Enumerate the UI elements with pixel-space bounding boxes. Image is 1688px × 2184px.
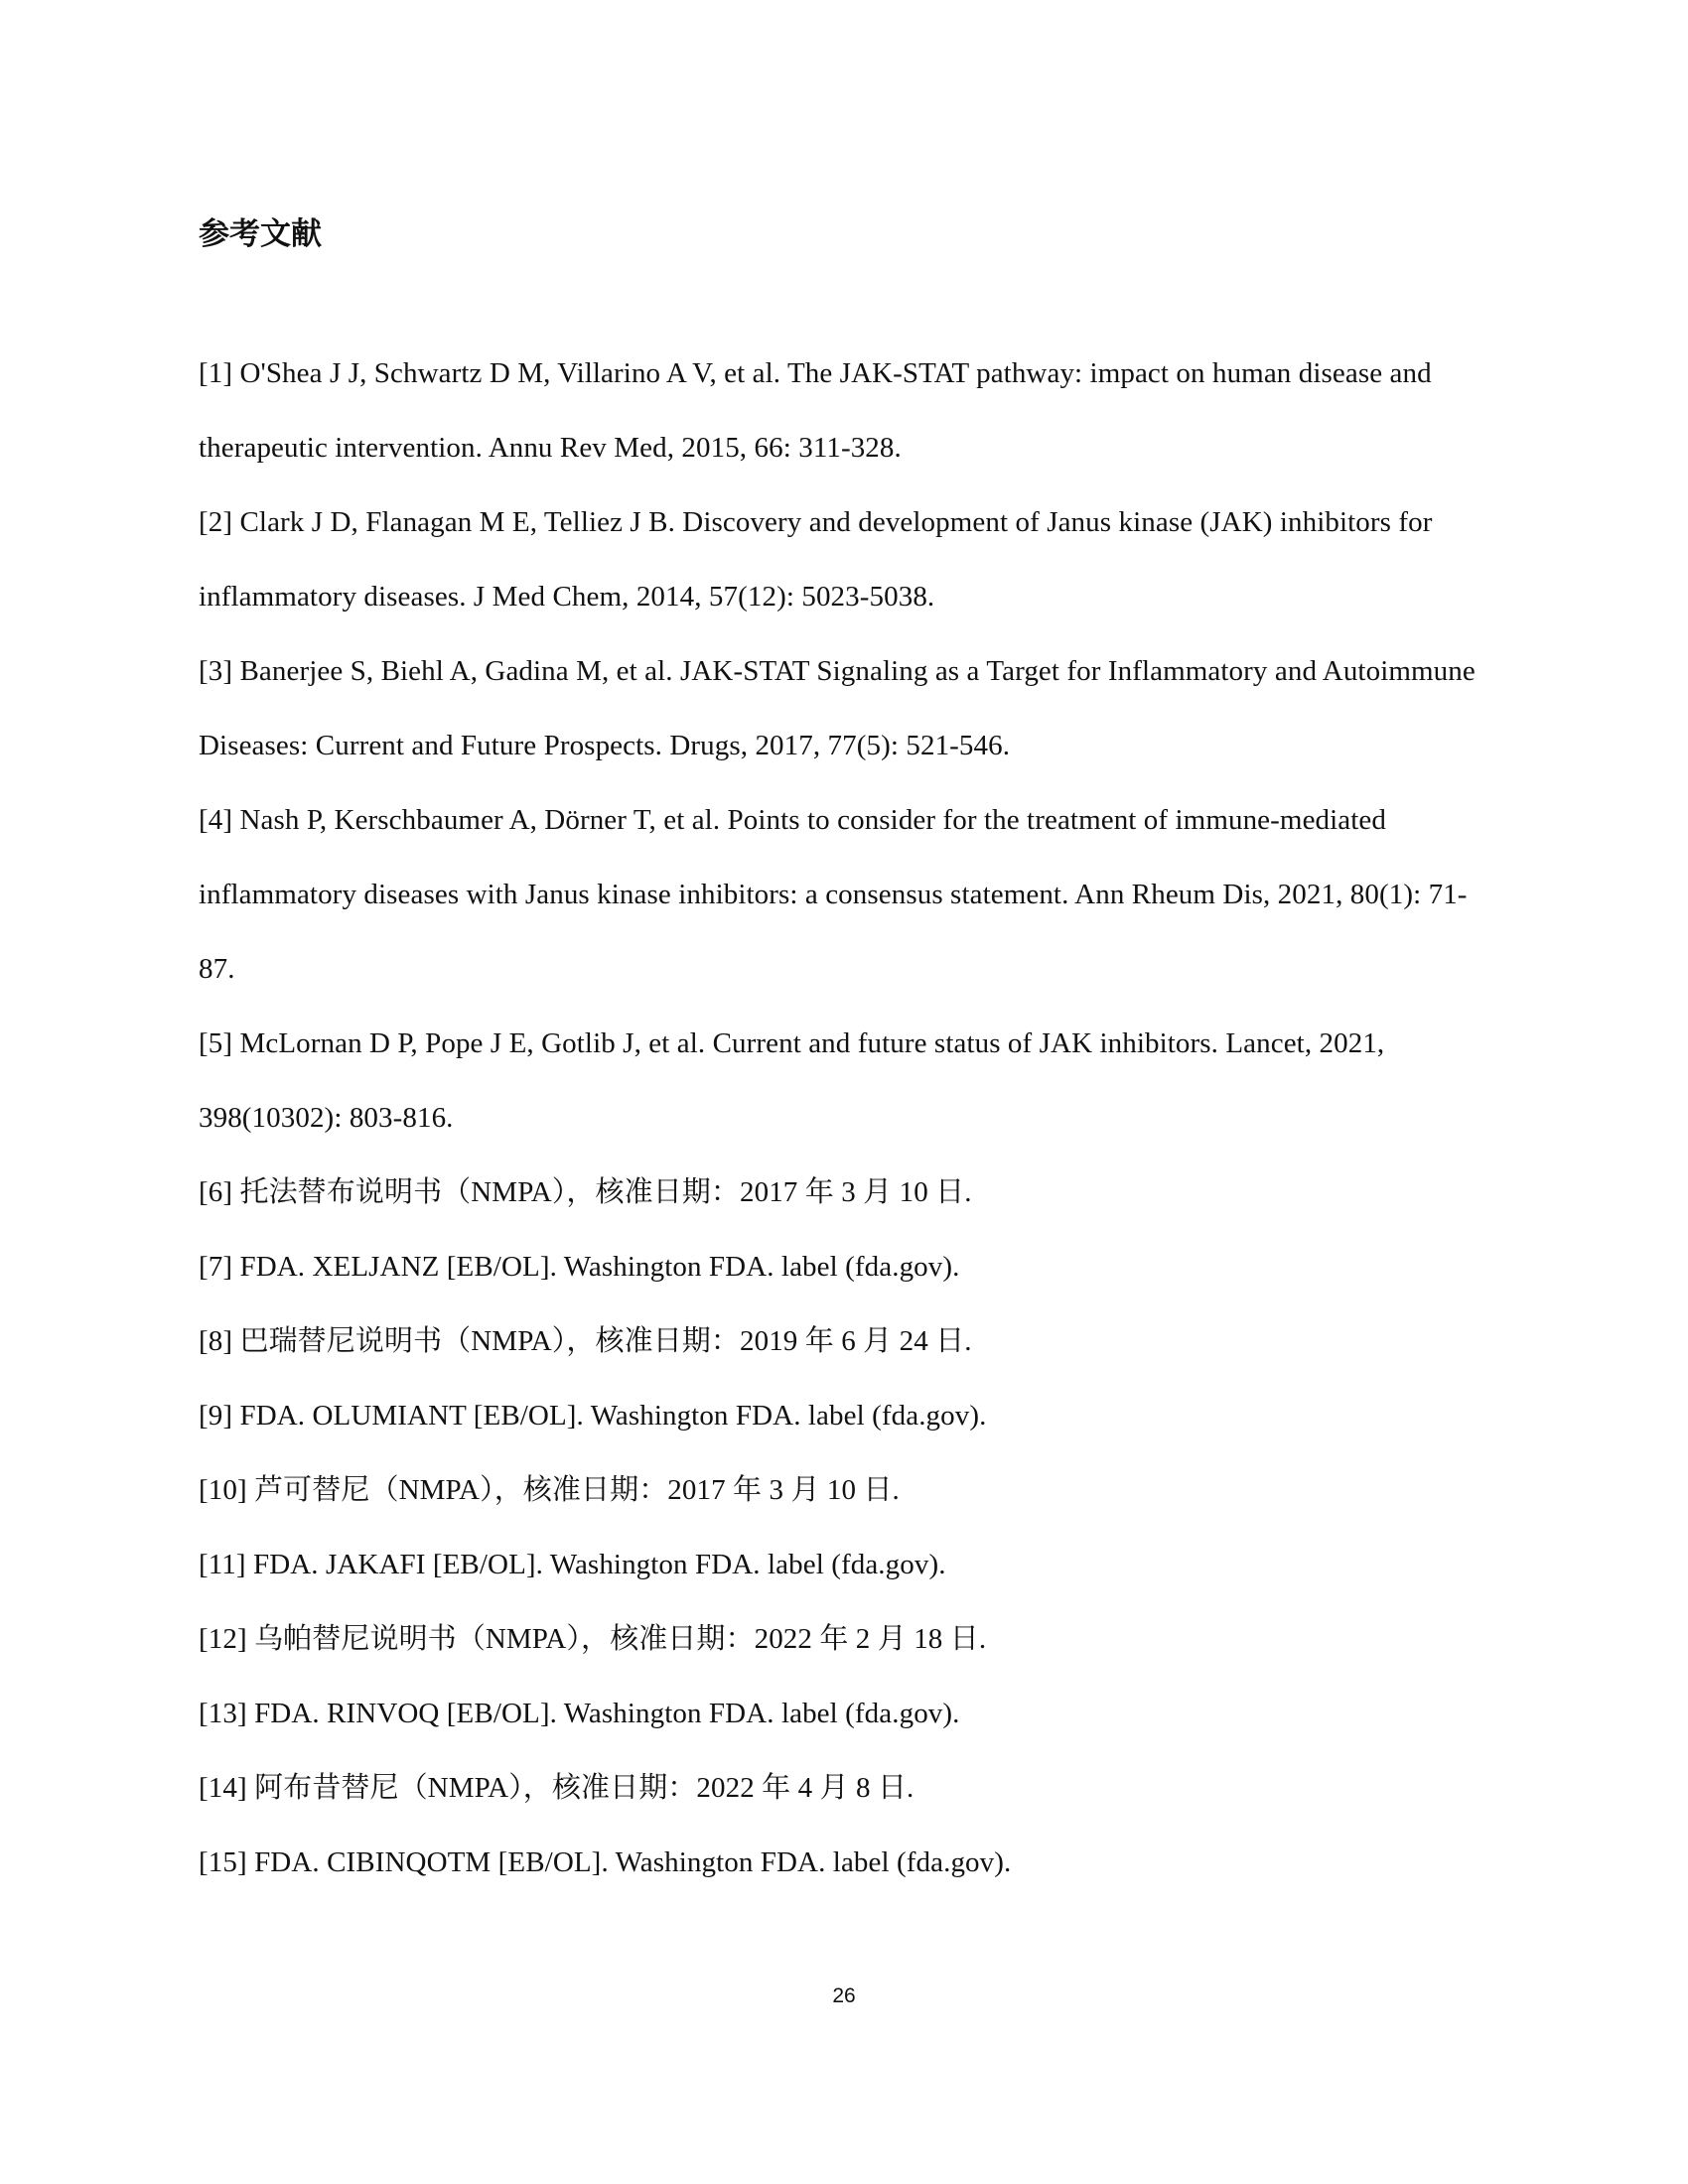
reference-item-6: [6] 托法替布说明书（NMPA），核准日期：2017 年 3 月 10 日. — [199, 1176, 972, 1208]
page-number: 26 — [832, 1984, 856, 2007]
reference-item-11: [11] FDA. JAKAFI [EB/OL]. Washington FDA. label (fda.gov). — [199, 1549, 946, 1580]
reference-list — [199, 337, 1489, 1900]
reference-item-13: [13] FDA. RINVOQ [EB/OL]. Washington FDA. label (fda.gov). — [199, 1698, 960, 1729]
reference-item-9: [9] FDA. OLUMIANT [EB/OL]. Washington FDA. label (fda.gov). — [199, 1400, 987, 1432]
reference-item-10: [10] 芦可替尼（NMPA），核准日期：2017 年 3 月 10 日. — [199, 1474, 900, 1506]
reference-item-2: [2] Clark J D, Flanagan M E, Telliez J B. Discovery and development of Janus kinase (JAK) inhibitors for inflammatory diseases. J Med Chem, 2014, 57(12): 5023-5038. — [199, 506, 1433, 613]
reference-item-12: [12] 乌帕替尼说明书（NMPA），核准日期：2022 年 2 月 18 日. — [199, 1623, 987, 1655]
reference-item-15: [15] FDA. CIBINQOTM [EB/OL]. Washington FDA. label (fda.gov). — [199, 1846, 1012, 1878]
reference-item-1: [1] O'Shea J J, Schwartz D M, Villarino A V, et al. The JAK-STAT pathway: impact on human disease and therapeutic intervention. Annu Rev Med, 2015, 66: 311-328. — [199, 357, 1432, 464]
reference-item-3: [3] Banerjee S, Biehl A, Gadina M, et al. JAK-STAT Signaling as a Target for Inflammatory and Autoimmune Diseases: Current and Future Prospects. Drugs, 2017, 77(5): 521-546. — [199, 655, 1476, 761]
reference-item-14: [14] 阿布昔替尼（NMPA），核准日期：2022 年 4 月 8 日. — [199, 1772, 914, 1804]
reference-item-7: [7] FDA. XELJANZ [EB/OL]. Washington FDA. label (fda.gov). — [199, 1251, 960, 1283]
references-heading: 参考文献 — [199, 216, 322, 252]
reference-item-5: [5] McLornan D P, Pope J E, Gotlib J, et al. Current and future status of JAK inhibitors. Lancet, 2021, 398(10302): 803-816. — [199, 1027, 1385, 1134]
reference-item-8: [8] 巴瑞替尼说明书（NMPA），核准日期：2019 年 6 月 24 日. — [199, 1325, 972, 1357]
reference-item-4: [4] Nash P, Kerschbaumer A, Dörner T, et al. Points to consider for the treatment of immune-mediated inflammatory diseases with Janus kinase inhibitors: a consensus statement. Ann Rheum Dis, 2021, 80(1): 71-87. — [199, 804, 1468, 985]
